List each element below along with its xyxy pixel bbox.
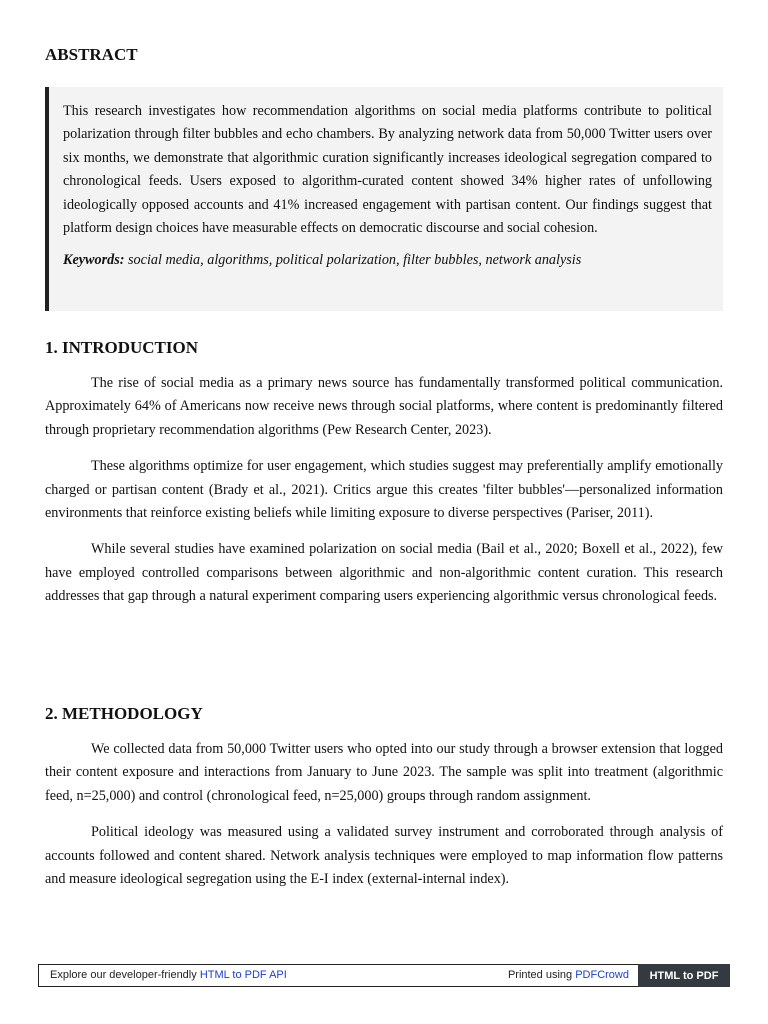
methodology-section [45, 704, 723, 904]
abstract-text: This research investigates how recommendation algorithms on social media platforms contribute to political polarization through filter bubbles and echo chambers. By analyzing network data from 50,000 Twitter users over six months, we demonstrate that algorithmic curation significantly increases ideological segregation compared to chronological feeds. Users exposed to algorithm-curated content showed 34% higher rates of unfollowing ideologically opposed accounts and 41% increased engagement with partisan content. Our findings suggest that platform design choices have measurable effects on democratic discourse and social cohesion. [63, 103, 712, 237]
introduction-heading: 1. INTRODUCTION [45, 338, 199, 357]
footer-promo [50, 969, 287, 981]
html-to-pdf-button[interactable]: HTML to PDF [638, 964, 730, 987]
footer-printed-using [508, 969, 629, 981]
footer-printed-text: Printed using [507, 969, 576, 981]
methodology-paragraph: Political ideology was measured using a validated survey instrument and corroborated through analysis of accounts followed and content shared. Network analysis techniques were employed to map information flow patterns and measure ideological segregation using the E-I index (external-internal index). [45, 824, 723, 888]
pdf-footer-banner [38, 964, 730, 987]
pdfcrowd-link[interactable]: PDFCrowd [575, 969, 629, 981]
html-to-pdf-api-link[interactable]: HTML to PDF API [199, 969, 287, 981]
abstract-heading: ABSTRACT [45, 45, 138, 64]
introduction-paragraph: While several studies have examined polarization on social media (Bail et al., 2020; Boxell et al., 2022), few have employed controlled comparisons between algorithmic and non-algorithmic content curation. This research addresses that gap through a natural experiment comparing users experiencing algorithmic versus chronological feeds. [45, 541, 723, 605]
methodology-heading: 2. METHODOLOGY [45, 704, 203, 723]
keywords [63, 249, 723, 272]
abstract-box [45, 87, 723, 311]
keywords-label: Keywords: [63, 252, 125, 269]
introduction-section [45, 338, 723, 622]
keywords-list: social media, algorithms, political polarization, filter bubbles, network analysis [128, 252, 582, 269]
introduction-paragraph: The rise of social media as a primary news source has fundamentally transformed political communication. Approximately 64% of Americans now receive news through social platforms, where content is predominantly filtered through proprietary recommendation algorithms (Pew Research Center, 2023). [45, 375, 723, 438]
introduction-paragraph: These algorithms optimize for user engagement, which studies suggest may preferentially amplify emotionally charged or partisan content (Brady et al., 2021). Critics argue this creates 'filter bubbles'—personalized information environments that reinforce existing beliefs while limiting exposure to diverse perspectives (Pariser, 2011). [45, 458, 723, 522]
methodology-paragraph: We collected data from 50,000 Twitter users who opted into our study through a browser extension that logged their content exposure and interactions from January to June 2023. The sample was split into treatment (algorithmic feed, n=25,000) and control (chronological feed, n=25,000) groups through random assignment. [45, 741, 723, 804]
footer-promo-text: Explore our developer-friendly [50, 969, 200, 981]
